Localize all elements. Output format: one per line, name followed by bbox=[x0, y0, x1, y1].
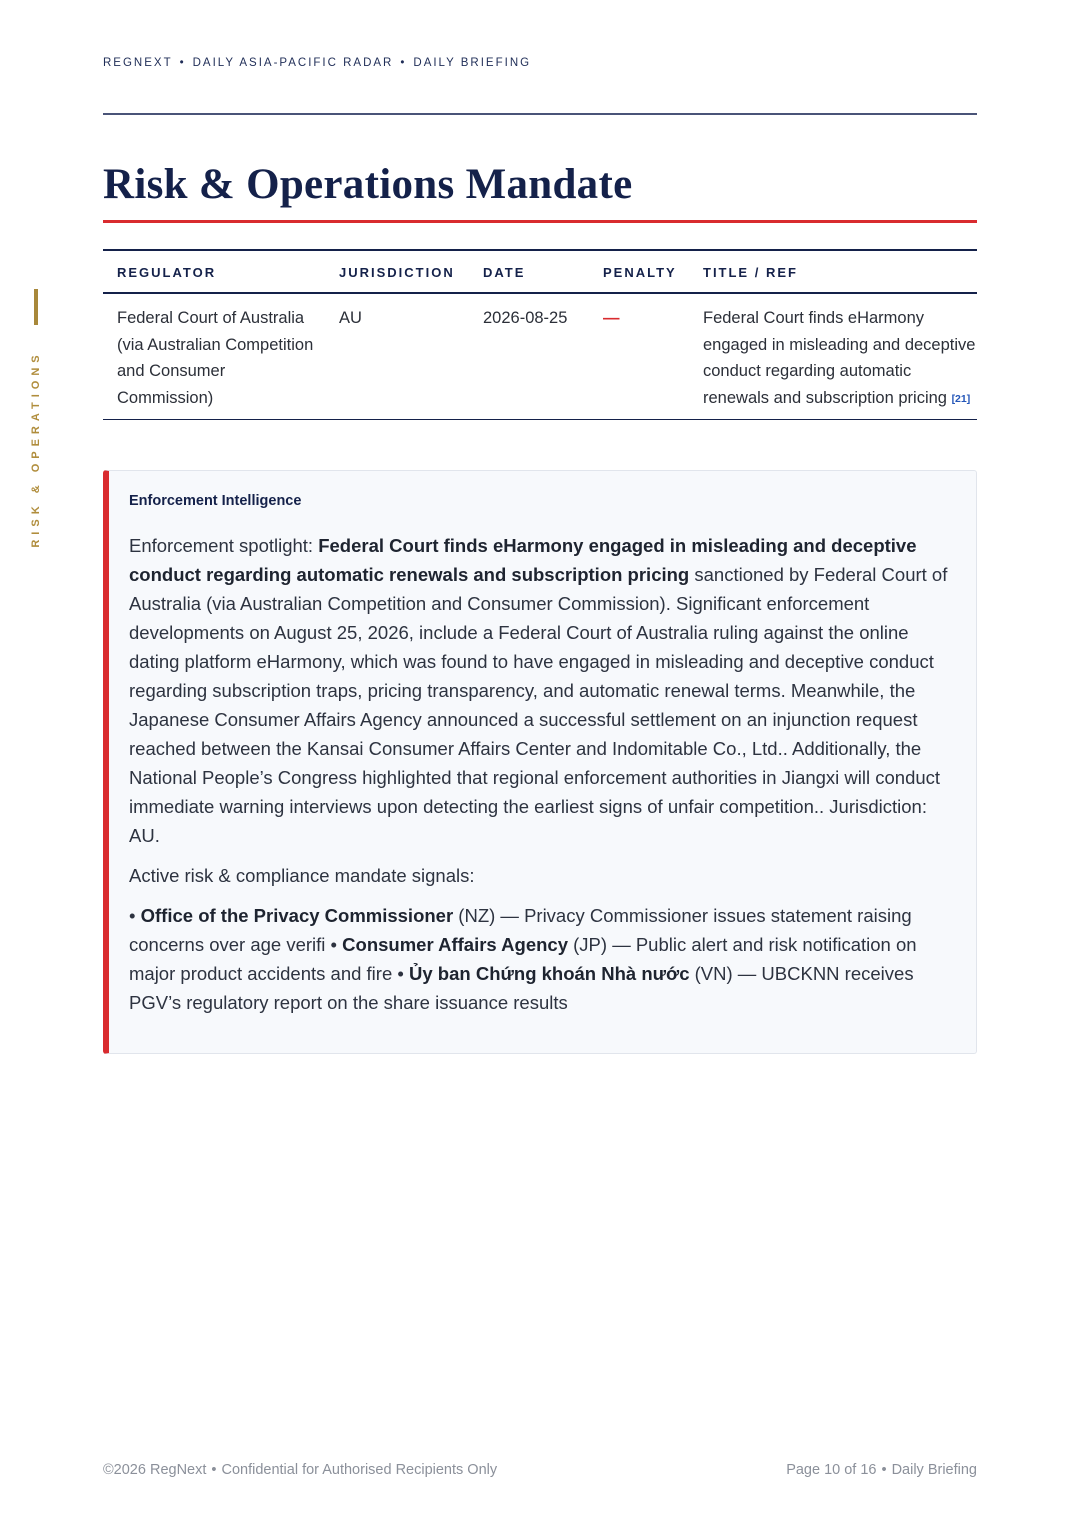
cell-penalty bbox=[589, 293, 689, 420]
panel-heading: Enforcement Intelligence bbox=[129, 493, 302, 509]
signals-intro: Active risk & compliance mandate signals: bbox=[129, 865, 475, 886]
cell-jurisdiction: AU bbox=[325, 293, 469, 420]
spotlight-text: sanctioned by Federal Court of Australia (via Australian Competition and Consumer Commission). Significant enforcement developments on August 25, 2026, include a Federal Court of Australia ruling against the online dating platform eHarmony, which was found to have engaged in misleading and deceptive conduct regarding subscription traps, pricing transparency, and automatic renewal terms. Meanwhile, the Japanese Consumer Affairs Agency announced a successful settlement on an injunction request reached between the Kansai Consumer Affairs Center and Indomitable Co., Ltd.. Additionally, the National People’s Congress highlighted that regional enforcement authorities in Jiangxi will conduct immediate warning interviews upon detecting the earliest signs of unfair competition.. Jurisdiction: AU. bbox=[129, 564, 948, 846]
signal-bullet: • bbox=[330, 934, 343, 955]
side-section-label: RISK & OPERATIONS bbox=[30, 350, 42, 548]
spotlight-prefix: Enforcement spotlight: bbox=[129, 535, 319, 556]
running-header bbox=[103, 57, 531, 69]
column-header-penalty: PENALTY bbox=[589, 250, 689, 293]
footer-page-number: Page 10 of 16 bbox=[786, 1462, 877, 1478]
column-header-date: DATE bbox=[469, 250, 589, 293]
footer-separator: • bbox=[211, 1462, 217, 1478]
footer-confidential: Confidential for Authorised Recipients Only bbox=[221, 1462, 498, 1478]
header-edition: DAILY BRIEFING bbox=[413, 57, 532, 69]
column-header-title-ref: TITLE / REF bbox=[689, 250, 977, 293]
signal-text: (VN) — UBCKNN receives PGV’s regulatory report on the share issuance results bbox=[129, 963, 914, 1013]
cell-title-ref bbox=[689, 293, 977, 420]
header-brand: REGNEXT bbox=[103, 57, 173, 69]
spotlight-title: Federal Court finds eHarmony engaged in misleading and deceptive conduct regarding automatic renewals and subscription pricing bbox=[129, 535, 917, 585]
signal-bullet: • bbox=[129, 905, 141, 926]
table-header-row bbox=[103, 250, 977, 293]
footer-doc-type: Daily Briefing bbox=[891, 1462, 977, 1478]
panel-body bbox=[129, 531, 948, 1017]
header-separator: • bbox=[400, 57, 407, 69]
cell-regulator: Federal Court of Australia (via Australian Competition and Consumer Commission) bbox=[103, 293, 325, 420]
footer-left bbox=[103, 1462, 497, 1478]
column-header-jurisdiction: JURISDICTION bbox=[325, 250, 469, 293]
signals-list bbox=[129, 901, 948, 1017]
signal-org: Ủy ban Chứng khoán Nhà nước bbox=[409, 963, 690, 984]
cell-date: 2026-08-25 bbox=[469, 293, 589, 420]
table-row bbox=[103, 293, 977, 420]
enforcement-table bbox=[103, 249, 977, 420]
title-text: Federal Court finds eHarmony engaged in misleading and deceptive conduct regarding automatic renewals and subscription pricing bbox=[703, 309, 976, 407]
title-underline bbox=[103, 220, 977, 223]
header-divider bbox=[103, 113, 977, 115]
penalty-value: — bbox=[603, 309, 620, 327]
signal-org: Consumer Affairs Agency bbox=[342, 934, 568, 955]
column-header-regulator: REGULATOR bbox=[103, 250, 325, 293]
footer-separator: • bbox=[881, 1462, 887, 1478]
side-tab-marker bbox=[34, 289, 38, 325]
signal-org: Office of the Privacy Commissioner bbox=[140, 905, 454, 926]
signal-text: (NZ) — Privacy Commissioner issues statement raising concerns over age verifi bbox=[129, 905, 912, 955]
footer-copyright: ©2026 RegNext bbox=[103, 1462, 207, 1478]
signal-bullet: • bbox=[397, 963, 410, 984]
header-separator: • bbox=[179, 57, 186, 69]
enforcement-intelligence-panel bbox=[103, 470, 977, 1054]
reference-link[interactable]: [21] bbox=[951, 392, 971, 405]
page-title: Risk & Operations Mandate bbox=[103, 161, 633, 208]
signal-text: (JP) — Public alert and risk notification on major product accidents and fire bbox=[129, 934, 917, 984]
header-publication: DAILY ASIA-PACIFIC RADAR bbox=[192, 57, 394, 69]
spotlight-paragraph bbox=[129, 531, 948, 850]
footer-right bbox=[786, 1462, 977, 1478]
